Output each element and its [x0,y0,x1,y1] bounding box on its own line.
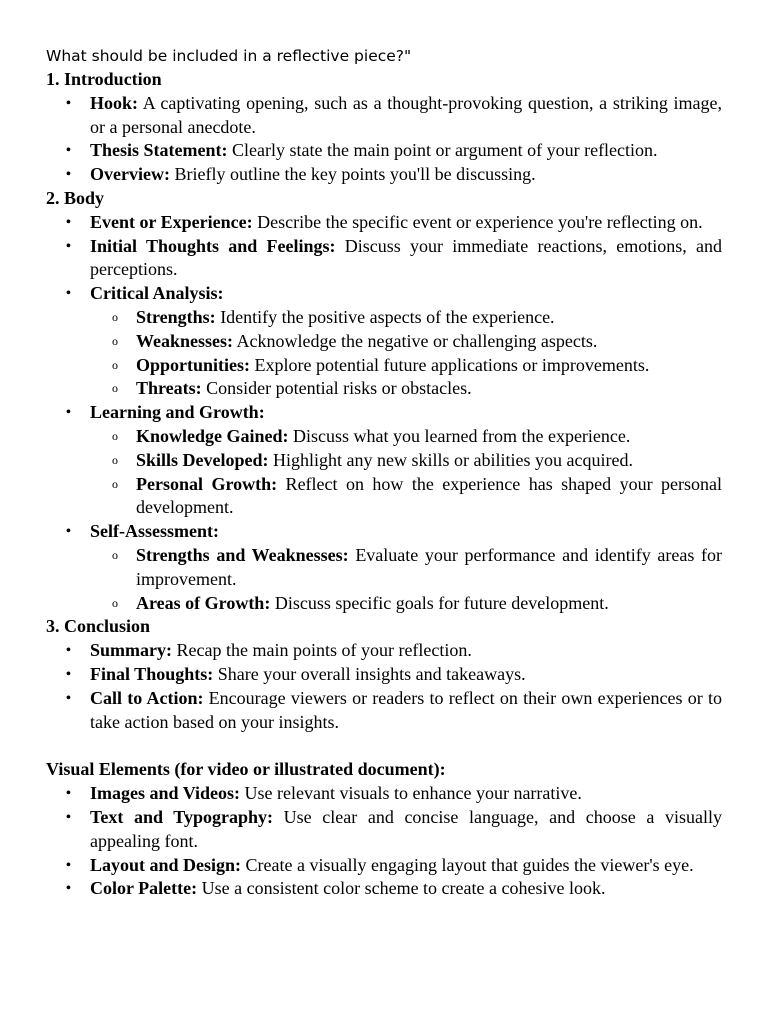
list-item [66,520,722,544]
circle-bullet-icon: o [112,547,118,562]
item-text: Create a visually engaging layout that guides the viewer's eye. [241,854,694,875]
list-item [66,211,722,235]
item-text: Briefly outline the key points you'll be discussing. [169,164,536,185]
circle-bullet-icon: o [112,595,118,610]
item-text: Acknowledge the negative or challenging aspects. [233,330,598,351]
item-label: Knowledge Gained: [136,425,289,446]
list-item [66,877,722,901]
section-list [46,92,722,187]
item-label: Strengths: [136,306,216,327]
sub-list-item [112,425,722,449]
item-label: Text and Typography: [90,806,273,827]
dot-bullet-icon: • [66,524,71,540]
dot-bullet-icon: • [66,881,71,897]
item-text: Identify the positive aspects of the experience. [215,306,555,327]
item-text: Discuss what you learned from the experience. [288,425,631,446]
circle-bullet-icon: o [112,381,118,396]
section-heading: 3. Conclusion [46,616,151,637]
item-label: Initial Thoughts and Feelings: [90,235,336,256]
item-label: Overview: [90,164,170,185]
circle-bullet-icon: o [112,428,118,443]
item-label: Layout and Design: [90,854,242,875]
list-item [66,139,722,163]
document-body [46,44,722,901]
item-text: Recap the main points of your reflection. [172,640,472,661]
question-line: What should be included in a reflective piece?" [46,47,412,65]
item-text: Consider potential risks or obstacles. [201,378,472,399]
item-text: Evaluate your performance and identify areas for improvement. [136,544,722,589]
item-label: Skills Developed: [136,449,269,470]
item-label: Hook: [90,92,139,113]
item-text: Share your overall insights and takeaways. [213,663,526,684]
item-label: Weaknesses: [136,330,234,351]
list-item [66,401,722,425]
list-item [66,806,722,854]
dot-bullet-icon: • [66,809,71,825]
item-text: Clearly state the main point or argument of your reflection. [227,140,658,161]
list-item [66,163,722,187]
item-label: Areas of Growth: [136,592,271,613]
circle-bullet-icon: o [112,333,118,348]
list-item [66,782,722,806]
item-label: Call to Action: [90,687,204,708]
item-label: Opportunities: [136,354,251,375]
item-text: A captivating opening, such as a thought-provoking question, a striking image, or a personal anecdote. [90,92,722,137]
sub-list-item [112,449,722,473]
dot-bullet-icon: • [66,786,71,802]
item-label: Threats: [136,378,202,399]
item-label: Summary: [90,640,172,661]
item-text: Describe the specific event or experience you're reflecting on. [252,211,703,232]
item-text: Encourage viewers or readers to reflect on their own experiences or to take action based on your insights. [90,687,722,732]
item-text: Use relevant visuals to enhance your narrative. [240,783,582,804]
dot-bullet-icon: • [66,666,71,682]
dot-bullet-icon: • [66,857,71,873]
list-item [66,663,722,687]
list-item [66,854,722,878]
item-label: Learning and Growth: [90,402,265,423]
item-text: Explore potential future applications or improvements. [250,354,650,375]
section-heading: 2. Body [46,187,105,208]
section-list [46,782,722,901]
section-heading: 1. Introduction [46,69,162,89]
item-label: Self-Assessment: [90,521,219,542]
item-text: Reflect on how the experience has shaped your personal development. [136,473,722,518]
sections-container [46,68,722,901]
dot-bullet-icon: • [66,214,71,230]
item-label: Color Palette: [90,878,198,899]
section-list [46,639,722,734]
item-label: Event or Experience: [90,211,253,232]
dot-bullet-icon: • [66,405,71,421]
item-label: Strengths and Weaknesses: [136,544,349,565]
dot-bullet-icon: • [66,286,71,302]
sub-list-item [112,473,722,521]
item-label: Personal Growth: [136,473,278,494]
list-item [66,235,722,283]
dot-bullet-icon: • [66,690,71,706]
section-list [46,211,722,616]
sub-list-item [112,544,722,592]
sub-list-item [112,330,722,354]
item-text: Discuss specific goals for future development. [270,592,609,613]
circle-bullet-icon: o [112,476,118,491]
list-item [66,282,722,306]
item-text: Use clear and concise language, and choose a visually appealing font. [90,806,722,851]
dot-bullet-icon: • [66,95,71,111]
item-text: Highlight any new skills or abilities you acquired. [268,449,633,470]
section-spacer [46,734,722,758]
list-item [66,687,722,735]
dot-bullet-icon: • [66,167,71,183]
item-label: Thesis Statement: [90,140,228,161]
sub-list-item [112,377,722,401]
sub-list-item [112,592,722,616]
list-item [66,92,722,140]
sub-list-item [112,354,722,378]
item-label: Critical Analysis: [90,283,224,304]
dot-bullet-icon: • [66,143,71,159]
list-item [66,639,722,663]
circle-bullet-icon: o [112,309,118,324]
circle-bullet-icon: o [112,357,118,372]
circle-bullet-icon: o [112,452,118,467]
dot-bullet-icon: • [66,238,71,254]
item-label: Final Thoughts: [90,663,214,684]
section-heading: Visual Elements (for video or illustrated document): [46,759,446,780]
item-text: Discuss your immediate reactions, emotions, and perceptions. [90,235,722,280]
sub-list-item [112,306,722,330]
item-label: Images and Videos: [90,783,241,804]
dot-bullet-icon: • [66,643,71,659]
item-text: Use a consistent color scheme to create a cohesive look. [197,878,606,899]
